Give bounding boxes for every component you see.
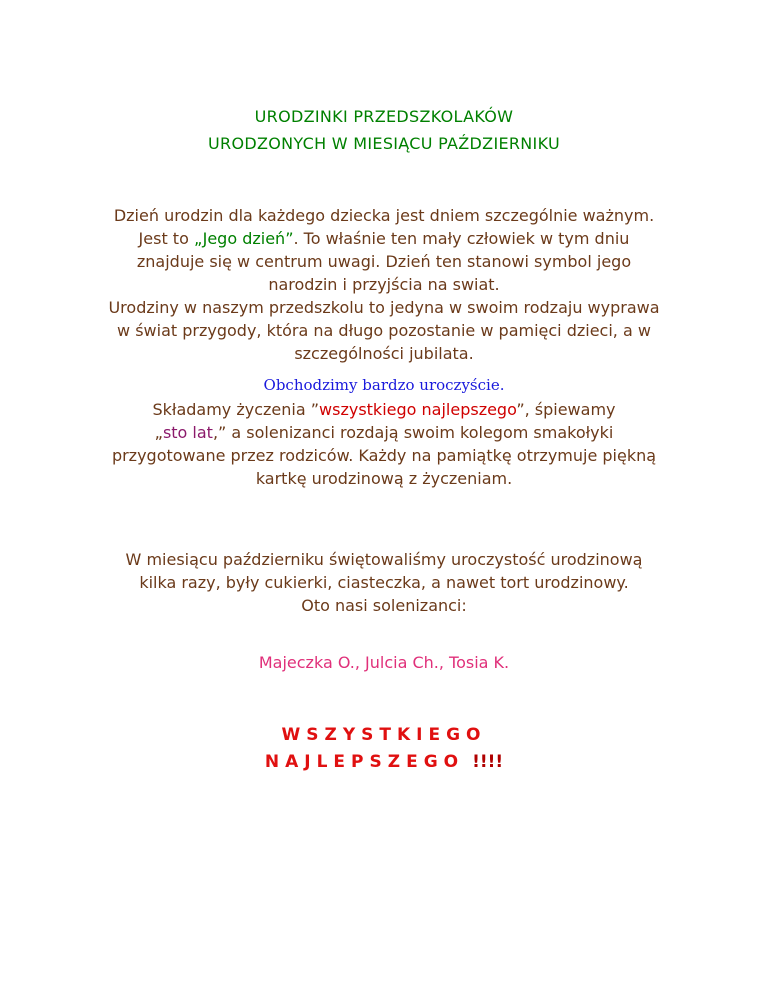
jego-dzien-highlight: „Jego dzień” [193, 229, 294, 248]
celebration-line-2-start: „ [154, 423, 163, 442]
intro-line-5: Urodziny w naszym przedszkolu to jedyna w swoim rodzaju wyprawa [108, 298, 660, 317]
celebration-blue-line: Obchodzimy bardzo uroczyście. [263, 376, 505, 394]
celebration-line-3: przygotowane przez rodziców. Każdy na pamiątkę otrzymuje piękną [111, 446, 657, 465]
intro-line-2-start: Jest to [138, 229, 194, 248]
exclamation-marks: !!!! [472, 752, 504, 772]
page-title [0, 103, 768, 157]
title-line-1: URODZINKI PRZEDSZKOLAKÓW [254, 107, 514, 126]
october-paragraph [0, 548, 768, 617]
sto-lat-highlight: sto lat [162, 423, 213, 442]
wishes-line-2 [0, 749, 768, 776]
intro-line-7: szczególności jubilata. [294, 344, 474, 363]
intro-line-3: znajduje się w centrum uwagi. Dzień ten stanowi symbol jego [136, 252, 632, 271]
title-line-2: URODZONYCH W MIESIĄCU PAŹDZIERNIKU [208, 134, 560, 153]
intro-line-2-end: . To właśnie ten mały człowiek w tym dniu [293, 229, 630, 248]
intro-line-4: narodzin i przyjścia na swiat. [268, 275, 500, 294]
october-line-3: Oto nasi solenizanci: [301, 596, 467, 615]
celebration-line-1-start: Składamy życzenia ” [152, 400, 320, 419]
wishes-line-2-text: NAJLEPSZEGO [264, 752, 465, 772]
wishes-line-1: WSZYSTKIEGO [281, 725, 487, 745]
celebration-line-4: kartkę urodzinową z życzeniam. [255, 469, 513, 488]
wszystkiego-najlepszego-highlight: wszystkiego najlepszego [319, 400, 517, 419]
celebrant-names: Majeczka O., Julcia Ch., Tosia K. [258, 653, 510, 672]
celebration-line-2-end: ,” a solenizanci rozdają swoim kolegom smakołyki [212, 423, 614, 442]
celebration-line-2 [0, 421, 768, 444]
celebration-line-1 [0, 398, 768, 421]
celebration-paragraph [0, 398, 768, 490]
intro-line-1: Dzień urodzin dla każdego dziecka jest dniem szczególnie ważnym. [113, 206, 655, 225]
celebration-line-1-end: ”, śpiewamy [516, 400, 616, 419]
intro-paragraph [0, 204, 768, 365]
intro-line-2 [0, 227, 768, 250]
intro-line-6: w świat przygody, która na długo pozostanie w pamięci dzieci, a w [117, 321, 651, 340]
wishes-block [0, 722, 768, 776]
october-line-2: kilka razy, były cukierki, ciasteczka, a nawet tort urodzinowy. [139, 573, 629, 592]
october-line-1: W miesiącu październiku świętowaliśmy uroczystość urodzinową [125, 550, 643, 569]
